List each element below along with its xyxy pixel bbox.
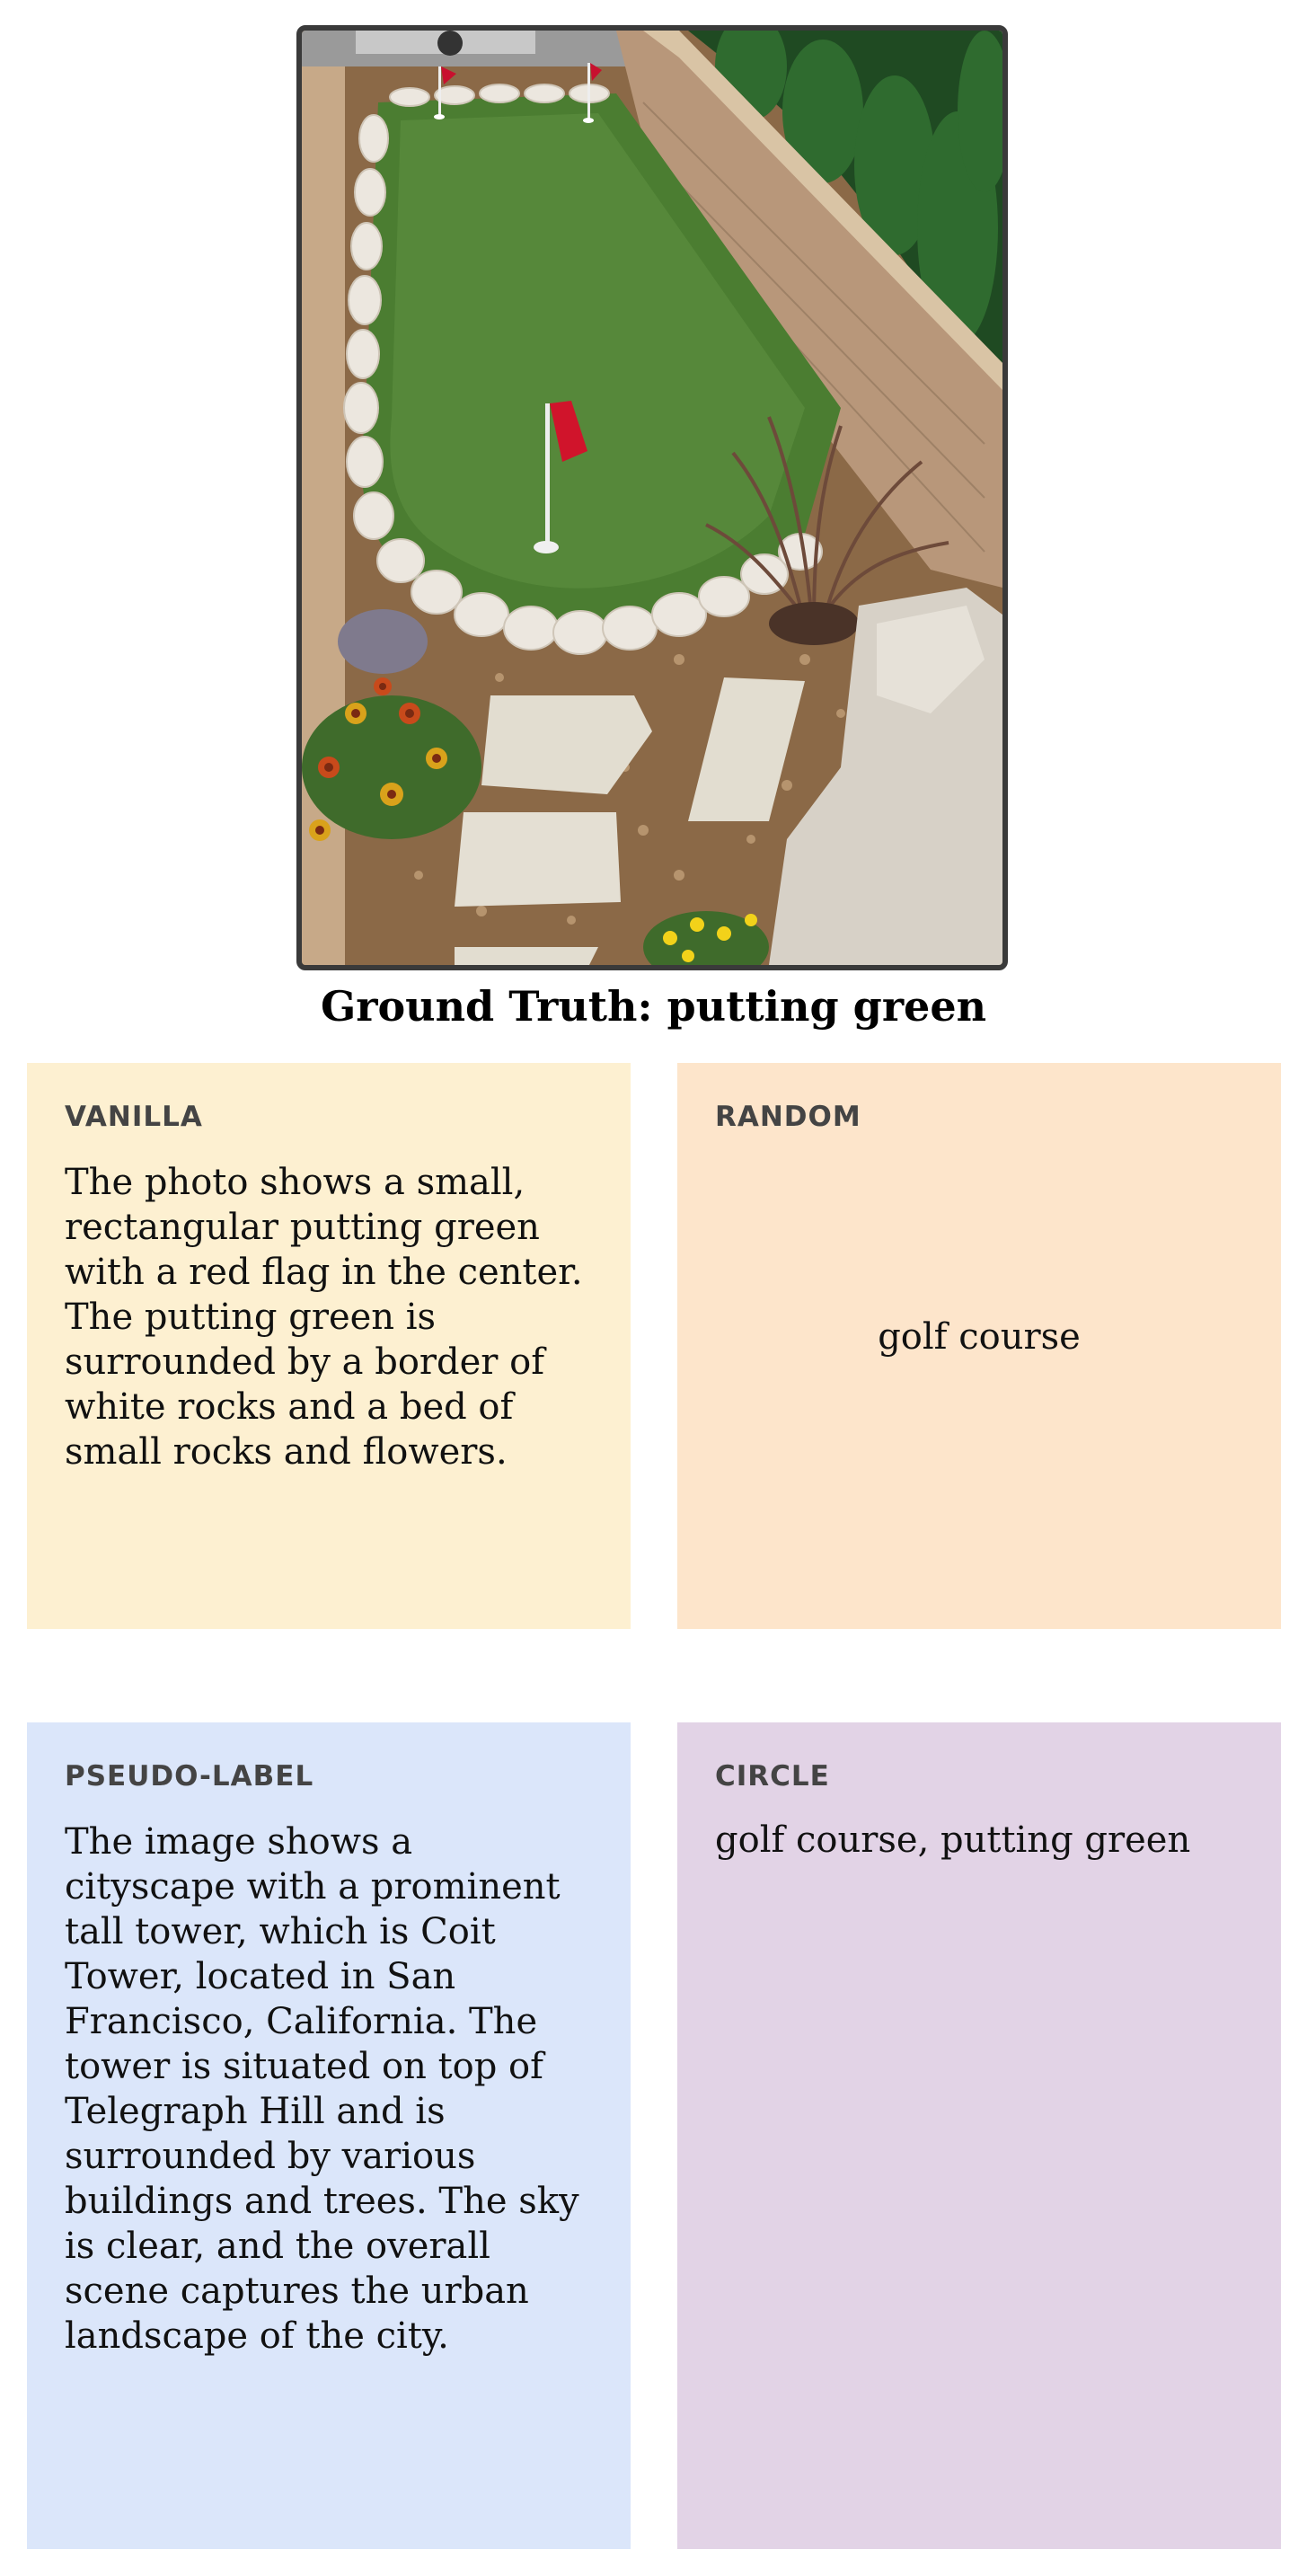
caption-card-random	[677, 1063, 1281, 1629]
card-label: PSEUDO-LABEL	[65, 1760, 314, 1793]
ground-truth-title: Ground Truth: putting green	[320, 982, 987, 1031]
card-label: CIRCLE	[715, 1760, 830, 1793]
card-label: RANDOM	[715, 1101, 861, 1133]
card-caption: golf course	[878, 1316, 1081, 1358]
caption-card-circle	[677, 1722, 1281, 2549]
caption-card-pseudo-label	[27, 1722, 631, 2549]
card-caption: The image shows a cityscape with a prominent tall tower, which is Coit Tower, located in San Francisco, California. The tower is situated on top of Telegraph Hill and is surrounded by various buildings and trees. The sky is clear, and the overall scene captures the urban landscape of the city.	[65, 1821, 579, 2357]
card-caption: The photo shows a small, rectangular putting green with a red flag in the center. The putting green is surrounded by a border of white rocks and a bed of small rocks and flowers.	[65, 1162, 583, 1473]
caption-card-vanilla	[27, 1063, 631, 1629]
card-caption: golf course, putting green	[715, 1819, 1191, 1861]
putting-green-photo	[296, 25, 1008, 970]
putting-green-illustration	[302, 31, 1002, 965]
card-label: VANILLA	[65, 1101, 203, 1133]
